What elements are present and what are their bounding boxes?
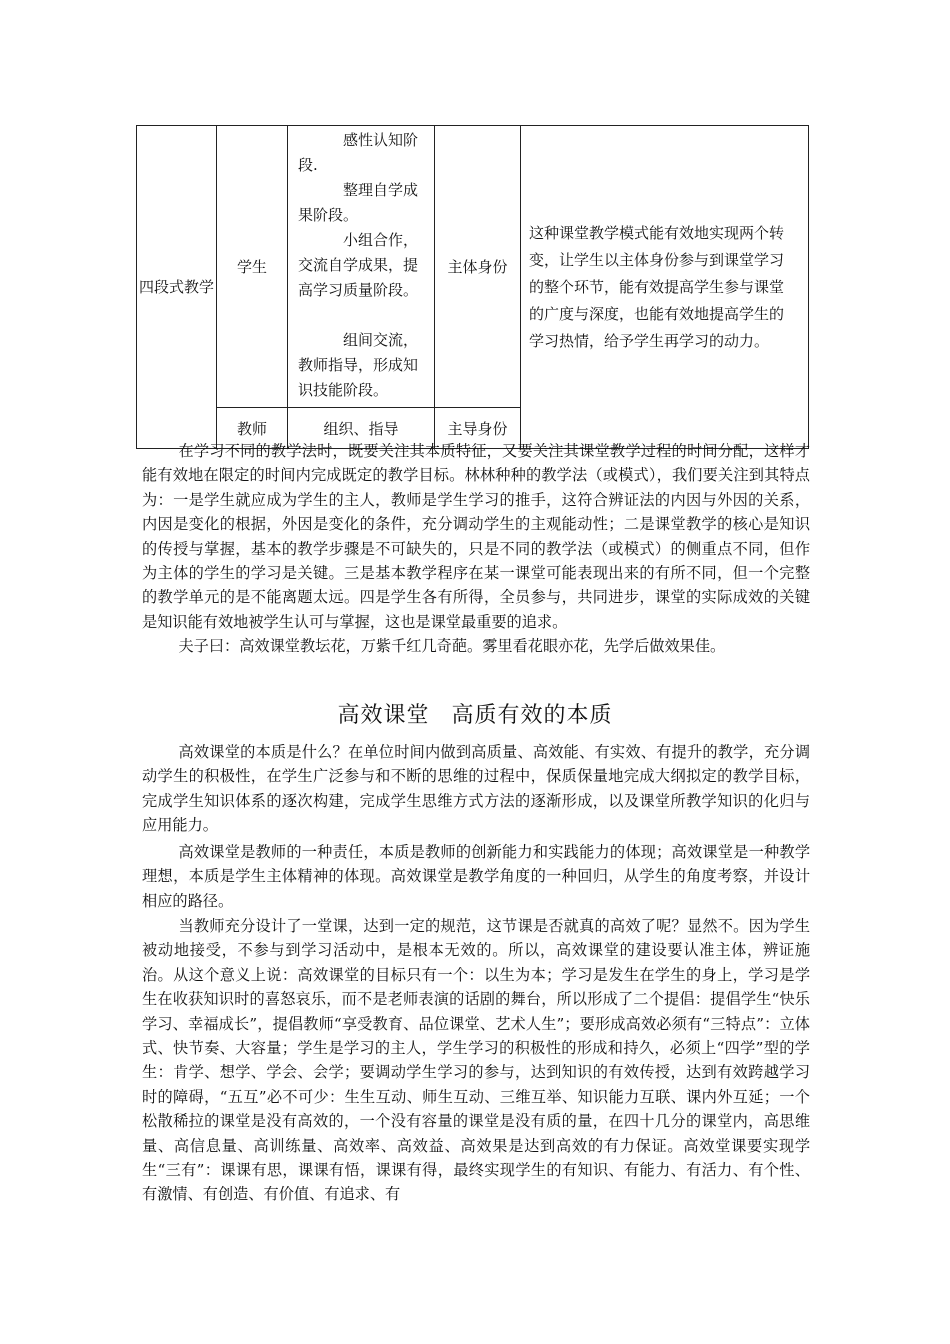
stage-3: 小组合作，交流自学成果，提高学习质量阶段。 — [298, 231, 419, 299]
section-heading — [0, 701, 950, 731]
paragraph-essence-block — [142, 740, 810, 838]
paragraph-teaching-features: 在学习不同的教学法时，既要关注其本质特征，又要关注其课堂教学过程的时间分配，这样才能有效地在限定的时间内完成既定的教学目标。林林种种的教学法（或模式），我们要关注到其特点为：一是学生就应成为学生的主人，教师是学生学习的推手，这符合辨证法的内因与外因的关系，内因是变化的根据，外因是变化的条件，充分调动学生的主观能动性；二是课堂教学的核心是知识的传授与掌握，基本的教学步骤是不可缺失的，只是不同的教学法（或模式）的侧重点不同，但作为主体的学生的学习是关键。三是基本教学程序在某一课堂可能表现出来的有所不同，但一个完整的教学单元的是不能离题太远。四是学生各有所得，全员参与，共同进步，课堂的实际成效的关键是知识能有效地被学生认可与掌握，这也是课堂最重要的追求。 — [142, 442, 810, 631]
teacher-role-cell: 主导身份 — [435, 408, 521, 449]
method-name-cell: 四段式教学 — [137, 126, 217, 449]
heading-part-2: 高质有效的本质 — [451, 703, 613, 728]
student-role-cell: 主体身份 — [435, 126, 521, 408]
teacher-label-cell: 教师 — [217, 408, 288, 449]
heading-part-1: 高效课堂 — [337, 703, 430, 728]
stage-4: 组间交流，教师指导，形成知识技能阶段。 — [298, 331, 419, 399]
paragraph-essence: 高效课堂的本质是什么？在单位时间内做到高质量、高效能、有实效、有提升的教学，充分调动学生的积极性，在学生广泛参与和不断的思维的过程中，保质保量地完成大纲拟定的教学目标，完成学生知识体系的逐次构建，完成学生思维方式方法的逐渐形成，以及课堂所教学知识的化归与应用能力。 — [142, 743, 810, 835]
paragraph-responsibility: 高效课堂是教师的一种责任，本质是教师的创新能力和实践能力的体现；高效课堂是一种教学理想，本质是学生主体精神的体现。高效课堂是教学角度的一种回归，从学生的角度考察，并设计相应的路径。 — [142, 843, 810, 910]
effect-cell — [521, 126, 809, 449]
student-label-cell: 学生 — [217, 126, 288, 408]
stage-2: 整理自学成果阶段。 — [298, 181, 419, 224]
table-row-student — [137, 126, 809, 408]
paragraph-responsibility-block — [142, 840, 810, 913]
stage-1: 感性认知阶段. — [298, 131, 419, 174]
top-paragraphs — [142, 439, 810, 659]
teaching-method-table — [136, 125, 809, 449]
teacher-action-cell: 组织、指导 — [288, 408, 435, 449]
paragraph-design: 当教师充分设计了一堂课，达到一定的规范，这节课是否就真的高效了呢？显然不。因为学生被动地接受，不参与到学习活动中，是根本无效的。所以，高效课堂的建设要认准主体，辨证施治。从这个意义上说：高效课堂的目标只有一个：以生为本；学习是发生在学生的身上，学习是学生在收获知识时的喜怒哀乐，而不是老师表演的话剧的舞台，所以形成了二个提倡：提倡学生“快乐学习、幸福成长”，提倡教师“享受教育、品位课堂、艺术人生”；要形成高效必须有“三特点”：立体式、快节奏、大容量；学生是学习的主人，学生学习的积极性的形成和持久，必须上“四学”型的学生：肯学、想学、学会、会学；要调动学生学习的参与，达到知识的有效传授，达到有效跨越学习时的障碍，“五互”必不可少：生生互动、师生互动、三维互举、知识能力互联、课内外互延；一个松散稀拉的课堂是没有高效的，一个没有容量的课堂是没有质的量，在四十几分的课堂内，高思维量、高信息量、高训练量、高效率、高效益、高效果是达到高效的有力保证。高效堂课要实现学生“三有”：课课有思，课课有悟，课课有得，最终实现学生的有知识、有能力、有活力、有个性、有激情、有创造、有价值、有追求、有 — [142, 917, 810, 1204]
paragraph-poem: 夫子曰：高效课堂教坛花，万紫千红几奇葩。雾里看花眼亦花，先学后做效果佳。 — [178, 637, 726, 656]
paragraph-design-block — [142, 914, 810, 1207]
stages-cell — [288, 126, 435, 408]
effect-text: 这种课堂教学模式能有效地实现两个转变，让学生以主体身份参与到课堂学习的整个环节，能有效提高学生参与课堂的广度与深度，也能有效地提高学生的学习热情，给予学生再学习的动力。 — [529, 223, 785, 350]
